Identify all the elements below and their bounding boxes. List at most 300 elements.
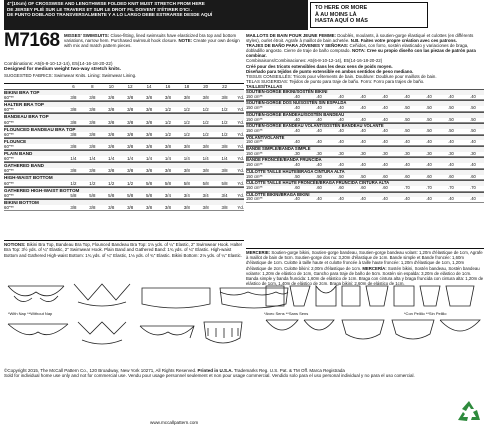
fr-yardage-cell: .50 [426, 116, 432, 122]
yardage-cell: 3/8 [108, 107, 115, 113]
yardage-cell: 3/8 [145, 95, 153, 101]
yardage-block [4, 126, 244, 138]
size-header-cell: 12 [127, 84, 133, 89]
yardage-cell: 1/2 [183, 107, 190, 113]
yardage-view-title: BIKINI BOTTOM [4, 199, 244, 205]
fr-yardage-cell: .40 [360, 93, 366, 99]
recycle-icon [455, 400, 483, 424]
fr-yardage-cell: .60 [470, 173, 476, 179]
yardage-cell: 5/8 [127, 192, 134, 198]
pattern-piece-4 [342, 286, 360, 306]
yardage-cell: 3/8 [164, 205, 171, 211]
con-pelillo-caption: *Con Pelillo **Sin Pelillo [404, 311, 447, 316]
es-designed: Diseñado para tejidos de punto extensible en ambos sentidos de peso mediano. [246, 68, 414, 74]
yardage-cell: 5/8 [202, 180, 209, 186]
stretch-target-box [310, 2, 428, 28]
fr-yardage-cell: .40 [448, 93, 454, 99]
fr-yardage-cell: .40 [470, 196, 476, 202]
fr-yardage-row [246, 106, 484, 111]
fr-yardage-cell: .40 [338, 105, 344, 111]
yardage-view-title: FLOUNCE [4, 138, 244, 144]
yardage-table-en [4, 83, 244, 211]
yardage-cell: 3/8 [70, 205, 77, 211]
size-header-cell: 8 [91, 84, 94, 89]
fr-yardage-cell: .30 [338, 150, 344, 156]
yardage-cell: 3/8 [127, 131, 134, 137]
yardage-cell: 3/8 [145, 119, 153, 125]
fr-yardage-cell: .30 [448, 150, 454, 156]
right-column [246, 33, 484, 203]
garment-drawings [4, 282, 484, 360]
yardage-cell: 3/8 [127, 95, 134, 101]
yardage-cell: 3/8 [70, 168, 77, 174]
yardage-cell: 3/8 [145, 205, 153, 211]
yardage-row [4, 95, 244, 100]
fr-yardage-width-label: 150 cm** [246, 94, 263, 99]
yardage-cell: 3/8 [221, 168, 228, 174]
yardage-cell: 1/2 [183, 119, 190, 125]
fr-yardage-cell: .40 [294, 105, 300, 111]
yardage-width-label: 60"** [4, 205, 14, 211]
yardage-cell: 5/8 [145, 180, 153, 186]
size-header-cell: 22 [222, 84, 228, 89]
pattern-piece-3 [316, 286, 336, 306]
yardage-width-label: 60"** [4, 156, 14, 162]
fr-yardage-width-label: 150 cm** [246, 197, 263, 202]
fr-yardage-cell: .50 [448, 128, 454, 133]
yardage-cell: 1/2 [164, 107, 171, 113]
fr-yardage-cell: .40 [404, 196, 410, 202]
yardage-cell: 3/8 [89, 107, 96, 113]
yardage-cell: 5/8 [145, 192, 153, 198]
fr-yardage-cell: .40 [294, 196, 300, 202]
yardage-cell: 1/2 [89, 180, 96, 186]
fr-yardage-cell: .70 [404, 184, 410, 190]
yardage-cell: 5/8 [221, 180, 228, 186]
size-header-cell: 18 [184, 84, 190, 89]
fr-sizes: Combinaisons/Combinaciones: A5(6-8-10-12-14), E5(14-16-18-20-22) [246, 58, 383, 64]
fr-yardage-width-label: 150 cm** [246, 106, 263, 111]
yardage-cell: 1/4 [70, 156, 77, 162]
stretch-line-fr: DE JERSEY PLIÉ SUR LE TRAVERS ET SUR LE DROIT FIL DOIVENT S'ÉTIRER D'ICI . [7, 6, 193, 12]
yardage-width-label: 60"** [4, 95, 14, 101]
yardage-cell: 3/8 [164, 144, 171, 150]
yardage-row [4, 168, 244, 173]
yardage-unit: Yd. [237, 192, 244, 198]
fr-yardage-cell: .30 [360, 150, 366, 156]
fr-yardage-cell: .40 [316, 116, 322, 122]
yardage-cell: 3/8 [89, 144, 96, 150]
flounced-bandeau-drawing [220, 288, 288, 308]
yardage-cell: 5/8 [183, 180, 190, 186]
yardage-cell: 3/8 [202, 144, 209, 150]
fr-yardage-cell: .60 [448, 173, 454, 179]
yardage-unit: Yd. [237, 119, 244, 125]
fr-yardage-cell: .40 [360, 116, 366, 122]
yardage-unit: Yd. [237, 107, 244, 113]
fr-yardage-cell: .50 [426, 128, 432, 133]
stretch-line-es: DE PUNTO DOBLADO TRANSVERSALMENTE Y A LO LARGO DEBE ESTIRARSE DESDE AQUÍ [7, 12, 213, 18]
yardage-row [4, 205, 244, 210]
size-header-cells [64, 84, 234, 89]
fr-yardage-cell: .50 [470, 116, 476, 122]
fr-yardage-cell: .30 [294, 150, 300, 156]
fr-yardage-cell: .40 [426, 196, 432, 202]
to-here-label: TO HERE OR MORE [315, 5, 368, 11]
yardage-cell: 3/8 [164, 95, 171, 101]
yardage-view-title: BIKINI BRA TOP [4, 89, 244, 95]
yardage-cell: 1/4 [221, 156, 228, 162]
fr-yardage-cell: .40 [316, 162, 322, 168]
fr-yardage-cell: .70 [448, 184, 454, 190]
fr-yardage-cell: .40 [360, 196, 366, 202]
pattern-piece-1 [266, 286, 284, 306]
yardage-table-fr [246, 89, 484, 203]
yardage-view-title: FLOUNCED BANDEAU BRA TOP [4, 126, 244, 132]
mercerie-label: MERCERIE: [246, 250, 271, 255]
website-url: www.mccallpattern.com [150, 420, 199, 425]
fr-yardage-cell: .40 [338, 128, 344, 133]
yardage-view-title: GATHERED HIGH-WAIST BOTTOM [4, 187, 244, 193]
yardage-cell: 3/8 [202, 95, 209, 101]
yardage-cell: 3/8 [108, 131, 115, 137]
yardage-cell: 3/8 [202, 168, 209, 174]
yardage-cell: 5/8 [108, 192, 115, 198]
pattern-piece-7 [420, 286, 440, 306]
yardage-cell: 3/8 [108, 95, 115, 101]
yardage-unit: Yd. [237, 180, 244, 186]
yardage-cell: 3/8 [183, 205, 190, 211]
fr-yardage-cell: .40 [470, 139, 476, 145]
yardage-cell: 3/8 [70, 95, 77, 101]
yardage-unit: Yd. [237, 131, 244, 137]
fr-yardage-cell: .50 [470, 105, 476, 111]
yardage-unit: Yd. [237, 156, 244, 162]
yardage-body [4, 89, 244, 211]
fr-yardage-cell: .50 [404, 105, 410, 111]
designed-for: Designed for medium weight two-way stretch knits. [4, 67, 122, 72]
fr-yardage-cell: .50 [404, 128, 410, 133]
size-header-cell: 10 [108, 84, 114, 89]
yardage-cell: 3/4 [202, 192, 209, 198]
fr-yardage-view-title: SOUTIEN-GORGE BIKINI/SOSTÉN BIKINI [246, 89, 484, 95]
fr-yardage-row [246, 140, 484, 145]
fr-yardage-cell: .40 [426, 93, 432, 99]
description-note-label: NOTE: [178, 38, 193, 44]
fr-yardage-cell: .50 [338, 173, 344, 179]
fr-yardage-row [246, 197, 484, 202]
fr-yardage-cell: .60 [382, 173, 388, 179]
bottom-piece-2 [304, 320, 334, 330]
size-header-cell: 20 [203, 84, 209, 89]
fr-yardage-cell: .60 [360, 184, 366, 190]
printed-in: Printed in U.S.A. [197, 368, 233, 373]
yardage-width-label: 60"** [4, 131, 14, 137]
yardage-cell: 3/8 [108, 119, 115, 125]
yardage-cell: 1/2 [202, 119, 209, 125]
yardage-width-label: 60"** [4, 119, 14, 125]
with-nap-caption: *With Nap **Without Nap [8, 311, 53, 316]
bottom-piece-1 [266, 320, 298, 330]
description-en [64, 33, 244, 49]
fr-yardage-cell: .50 [448, 105, 454, 111]
stretch-line-en: 4"(10cm) OF CROSSWISE AND LENGTHWISE FOLDED KNIT MUST STRETCH FROM HERE [7, 1, 205, 6]
yardage-width-label: 60"** [4, 192, 14, 198]
fr-yardage-block [246, 192, 484, 203]
yardage-row [4, 132, 244, 137]
fr-title: MAILLOTS DE BAIN POUR JEUNE FEMME: [246, 33, 337, 38]
fr-yardage-cell: .40 [360, 139, 366, 145]
fr-yardage-cell: .50 [294, 173, 300, 179]
yardage-cell: 1/4 [145, 156, 153, 162]
size-header-cell: 16 [165, 84, 171, 89]
yardage-cell: 1/2 [221, 119, 228, 125]
bikini-bra-drawing [8, 286, 64, 296]
fr-yardage-cell: .50 [360, 173, 366, 179]
yardage-cell: 3/8 [89, 131, 96, 137]
fr-yardage-view-title: SOUTIEN-GORGE BANDEAU VOLANT/SOSTÉN BANDEAU VOLANTE [246, 123, 484, 129]
yardage-unit: Yd. [237, 205, 244, 211]
fr-yardage-block [246, 135, 484, 146]
yardage-unit: Yd. [237, 144, 244, 150]
fr-yardage-cell: .40 [294, 128, 300, 133]
fr-yardage-view-title: CULOTTE TAILLE HAUTE FRONCÉE/BRAGA FRUNCIDA CINTURA ALTA [246, 180, 484, 186]
bottom-piece-3 [342, 320, 384, 339]
fr-yardage-view-title: SOUTIEN-GORGE DOS NU/SOSTÉN SIN ESPALDA [246, 100, 484, 106]
fr-yardage-block [246, 169, 484, 180]
merceria-text: Sostén bikini, Sostén bandeau, Sostén bandeau volante: 1,20m de elástico de 1cm, Gancho para traje de baño de 5cm. Sostén sin espalda: 3,20m de elástico de 1cm. Banda simple y banda fruncida: 1,60m de elástico de 1cm. Braga con cintura alta y braga fruncida con cintura alta: 1,20m de elástico de 1cm, 1,40m de elástico de 2cm. Braga bikini: 2,60m de elástico de 1cm. [246, 265, 484, 287]
fr-yardage-cell: .40 [338, 196, 344, 202]
yardage-cell: 3/8 [89, 168, 96, 174]
fr-yardage-cell: .40 [426, 162, 432, 168]
fr-designed: Créé pour des tricots extensibles dans les deux sens de poids moyen. [246, 63, 393, 69]
copyright: ©Copyright 2015, The McCall Pattern Co., 120 Broadway, New York 10271, All Rights Reserved. [4, 368, 197, 373]
fr-yardage-cell: .40 [382, 128, 388, 133]
yardage-cell: 3/8 [221, 95, 228, 101]
notions-en [4, 240, 244, 258]
yardage-cell: 3/8 [221, 144, 228, 150]
yardage-cell: 3/8 [145, 107, 153, 113]
description-fr [246, 33, 484, 43]
combinations: Combinations: A5(6-8-10-12-14), E5(14-16-18-20-22) [4, 61, 113, 66]
yardage-block [4, 199, 244, 211]
a-au-moins-label: À AU MOINS LÀ [315, 11, 357, 18]
yardage-block [4, 138, 244, 150]
bottom-piece-5 [440, 320, 480, 331]
halter-bottom-drawing [78, 322, 126, 334]
fr-yardage-block [246, 180, 484, 191]
yardage-cell: 3/8 [183, 144, 190, 150]
yardage-view-title: BANDEAU BRA TOP [4, 113, 244, 119]
yardage-view-title: HIGH-WAIST BOTTOM [4, 174, 244, 180]
fr-yardage-cell: .60 [382, 184, 388, 190]
mercerie [246, 248, 484, 286]
yardage-width-label: 60"** [4, 107, 14, 113]
avec-sens-caption: *Avec Sens **Sans Sens [264, 311, 309, 316]
halter-bra-drawing [74, 284, 130, 300]
fr-yardage-cell: .40 [360, 128, 366, 133]
yardage-cell: 1/4 [183, 156, 190, 162]
fr-yardage-row [246, 175, 484, 180]
pattern-number: M7168 [4, 30, 60, 51]
fr-yardage-cell: .50 [426, 105, 432, 111]
fr-yardage-width-label: 150 cm** [246, 185, 263, 190]
fr-yardage-cell: .40 [316, 139, 322, 145]
suggested-fabrics: SUGGESTED FABRICS: Swimwear Knits. Lining: Swimwear Lining. [4, 73, 137, 78]
fr-yardage-block [246, 100, 484, 111]
yardage-row [4, 144, 244, 149]
fr-fabrics: TISSUS CONSEILLÉS: Tricots pour vêtements de bain. Doublure: Doublure pour maillots de bain. [246, 73, 437, 79]
yardage-block [4, 113, 244, 125]
hasta-aqui-label: HASTA AQUÍ O MÁS [315, 18, 368, 24]
fr-yardage-cell: .40 [448, 139, 454, 145]
fr-yardage-cell: .50 [448, 116, 454, 122]
gathered-waist-drawing [204, 322, 242, 343]
yardage-row [4, 156, 244, 161]
es-note: NOTA: Cree su propio diseño con las piezas de patrón para combinar. [246, 48, 476, 59]
fr-yardage-cell: .40 [316, 105, 322, 111]
yardage-cell: 3/8 [221, 205, 228, 211]
pattern-piece-6 [394, 286, 414, 306]
fr-yardage-cell: .40 [404, 139, 410, 145]
yardage-cell: 3/8 [145, 144, 153, 150]
fr-yardage-cell: .50 [404, 116, 410, 122]
yardage-cell: 3/8 [89, 119, 96, 125]
bandeau-bra-drawing [142, 288, 210, 308]
fr-yardage-cell: .40 [316, 93, 322, 99]
fr-yardage-cell: .70 [470, 184, 476, 190]
yardage-cell: 3/8 [70, 119, 77, 125]
fr-yardage-cell: .40 [382, 162, 388, 168]
fr-yardage-view-title: CULOTTE TAILLE HAUTE/BRAGA CINTURA ALTA [246, 169, 484, 175]
size-header-cell: 14 [146, 84, 152, 89]
fr-yardage-row [246, 186, 484, 191]
fr-yardage-block [246, 123, 484, 134]
fr-yardage-cell: .40 [294, 93, 300, 99]
fr-yardage-cell: .40 [426, 139, 432, 145]
yardage-view-title: PLAIN BAND [4, 150, 244, 156]
fr-yardage-width-label: 150 cm** [246, 151, 263, 156]
notions-text: Bikini Bra Top, Bandeau Bra Top, Flounced Bandeau Bra Top: 1⅛ yds. of ¼" Elastic, 2" Swimwear Hook. Halter Bra Top: 3½ yds. of ¼" Elastic, 2" Swimwear Hook. Plain Band and Gathered Band: 1¾ yds. of ¼" Elastic. High-waist Bottom and Gathered High-waist Bottom: 1¾ yds. of ¼" Elastic, 1⅛ yds. of ¾" Elastic. Bikini Bottom: 2⅛ yds. of ¼" Elastic. [4, 242, 243, 258]
fr-yardage-cell: .40 [294, 139, 300, 145]
size-header-cell: 6 [72, 84, 75, 89]
notions-label: NOTIONS: [4, 242, 26, 247]
fr-yardage-row [246, 129, 484, 134]
merceria-label: MERCERÍA: [362, 265, 387, 271]
yardage-cell: 3/8 [145, 131, 153, 137]
fr-yardage-cell: .40 [404, 93, 410, 99]
fr-yardage-cell: .40 [470, 162, 476, 168]
fr-yardage-cell: .60 [338, 184, 344, 190]
fr-yardage-cell: .60 [316, 184, 322, 190]
yardage-cell: 3/8 [164, 168, 171, 174]
fr-yardage-cell: .30 [470, 150, 476, 156]
fr-yardage-cell: .60 [404, 173, 410, 179]
fr-yardage-cell: .70 [426, 184, 432, 190]
yardage-cell: 1/2 [221, 107, 228, 113]
fr-yardage-cell: .40 [382, 116, 388, 122]
yardage-cell: 3/8 [89, 95, 96, 101]
yardage-cell: 3/8 [70, 131, 77, 137]
bikini-bottom-drawing [8, 324, 68, 335]
es-fabrics: TELAS SUGERIDAS: Tejidos de punto para traje de baño. Forro: Forro para trajes de baño. [246, 78, 425, 84]
yardage-cell: 1/2 [108, 180, 115, 186]
fr-yardage-view-title: CULOTTE BIKINI/BRAGA BIKINI [246, 192, 484, 198]
yardage-cell: 3/4 [183, 192, 190, 198]
size-header-row [4, 84, 244, 89]
garment-line-drawings [4, 282, 484, 360]
yardage-cell: 1/4 [202, 156, 209, 162]
fr-yardage-width-label: 150 cm** [246, 174, 263, 179]
yardage-block [4, 187, 244, 199]
yardage-cell: 5/8 [89, 192, 96, 198]
yardage-cell: 1/4 [164, 156, 171, 162]
fr-yardage-width-label: 150 cm** [246, 129, 263, 133]
fr-yardage-cell: .30 [382, 150, 388, 156]
fr-yardage-cell: .40 [338, 162, 344, 168]
fr-yardage-view-title: VOLANT/VOLANTE [246, 135, 484, 141]
yardage-width-label: 60"** [4, 144, 14, 150]
fr-yardage-cell: .50 [316, 173, 322, 179]
fr-yardage-cell: .40 [404, 162, 410, 168]
yardage-unit: Yd. [237, 95, 244, 101]
mercerie-text: Soutien-gorge bikini, Soutien-gorge bandeau, Soutien-gorge bandeau volant: 1,20m d'élastique de 1cm, Agrafe à maillot de bain de 5cm. Soutien-gorge dos nu: 3,20m d'élastique de 1cm. Bande simple et Bande froncée: 1,60m d'élastique de 1cm. Culotte à taille haute et culotte froncée à taille haute froncée: 1,20m d'élastique de 1cm, 1,20m d'élastique de 2cm. Culotte bikini: 2,00m d'élastique de 1cm. [246, 250, 483, 271]
yardage-view-title: HALTER BRA TOP [4, 101, 244, 107]
fr-yardage-cell: .40 [448, 196, 454, 202]
yardage-cell: 1/4 [127, 156, 134, 162]
fr-yardage-block [246, 89, 484, 100]
yardage-cell: 3/8 [108, 144, 115, 150]
yardage-cell: 3/8 [108, 168, 115, 174]
fr-yardage-cell: .40 [316, 196, 322, 202]
yardage-width-label: 60"** [4, 180, 14, 186]
pattern-piece-8 [446, 286, 474, 306]
yardage-cell: 3/8 [70, 107, 77, 113]
fr-yardage-cell: .40 [360, 162, 366, 168]
fr-yardage-cell: .60 [426, 173, 432, 179]
fr-yardage-row [246, 152, 484, 157]
fr-yardage-cell: .40 [470, 93, 476, 99]
yardage-cell: 3/4 [221, 192, 228, 198]
fr-yardage-cell: .40 [294, 116, 300, 122]
band-bottom-drawing [140, 326, 194, 335]
yardage-block [4, 174, 244, 186]
yardage-row [4, 107, 244, 112]
yardage-cell: 3/4 [164, 192, 171, 198]
fr-yardage-row [246, 95, 484, 100]
yardage-cell: 3/8 [202, 205, 209, 211]
yardage-block [4, 162, 244, 174]
yardage-cell: 5/8 [164, 180, 171, 186]
fr-yardage-width-label: 150 cm** [246, 117, 263, 122]
yardage-cell: 3/8 [108, 205, 115, 211]
pattern-piece-5 [366, 286, 388, 306]
yardage-row [4, 181, 244, 186]
fr-yardage-width-label: 150 cm** [246, 140, 263, 145]
description-text: Close-fitting, lined swimsuits have elasticized bra top and bottom variations, narrow hem. Purchased swimsuit hook closure. [64, 33, 237, 44]
description-title: MISSES' SWIMSUITS: [64, 33, 110, 38]
yardage-cell: 1/2 [127, 180, 134, 186]
yardage-unit: Yd. [237, 168, 244, 174]
yardage-cell: 1/2 [164, 119, 171, 125]
yardage-cell: 3/8 [127, 107, 134, 113]
stretch-arrow [300, 0, 308, 30]
fr-yardage-cell: .40 [382, 139, 388, 145]
yardage-view-title: GATHERED BAND [4, 162, 244, 168]
yardage-cell: 1/2 [164, 131, 171, 137]
trademark: Trademarks Reg. U.S. Pat. & TM Off. Marca Registrada [233, 368, 345, 373]
fr-yardage-block [246, 157, 484, 168]
